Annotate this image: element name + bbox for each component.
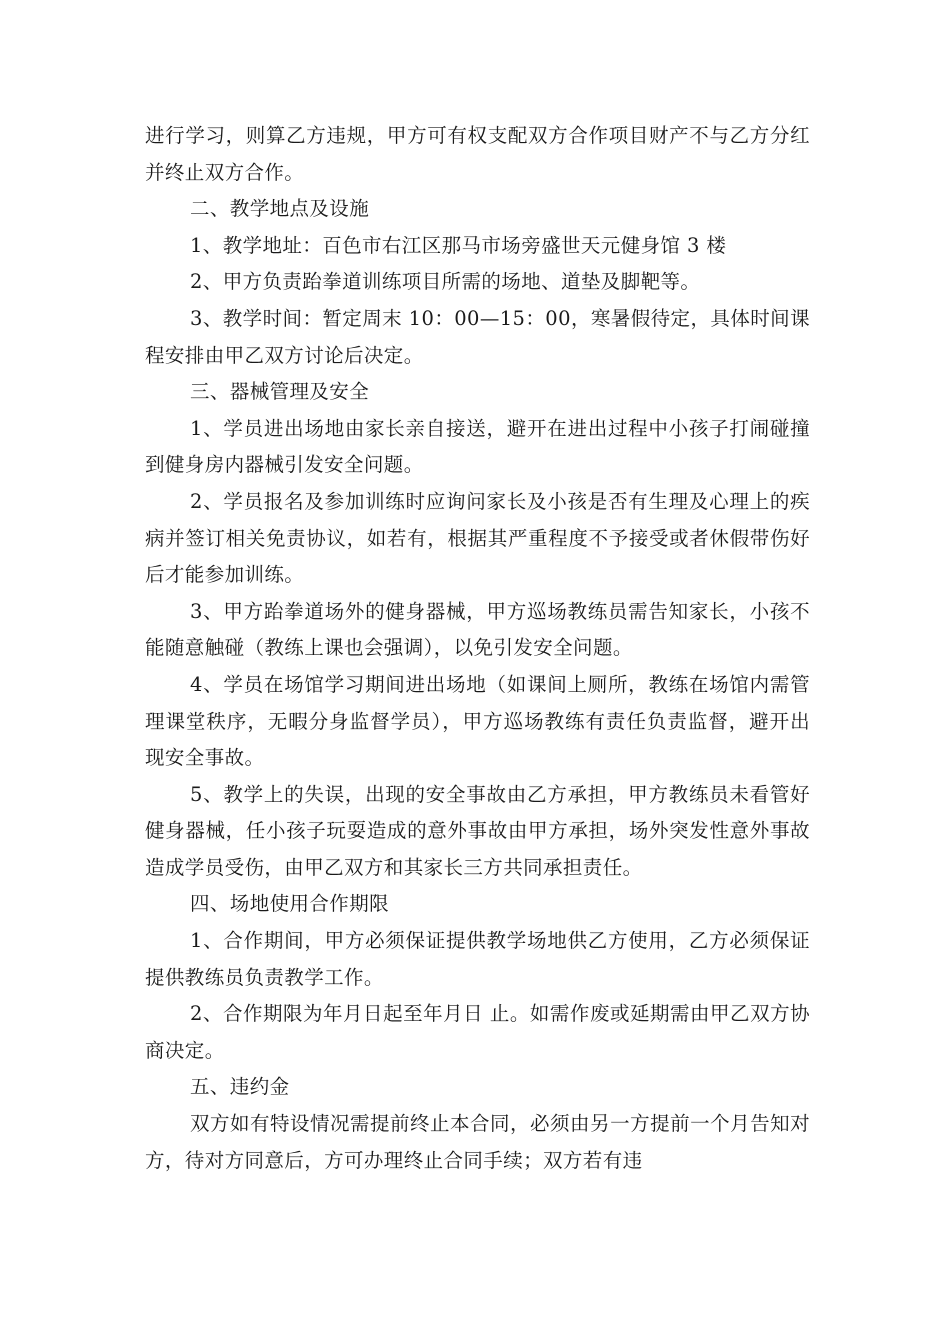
paragraph-3-5: 5、教学上的失误，出现的安全事故由乙方承担，甲方教练员未看管好健身器械，任小孩子玩耍造成的意外事故由甲方承担，场外突发性意外事故造成学员受伤，由甲乙双方和其家长三方共同承担责任。	[145, 782, 810, 879]
paragraph-3-4: 4、学员在场馆学习期间进出场地（如课间上厕所，教练在场馆内需管理课堂秩序，无暇分身监督学员），甲方巡场教练有责任负责监督，避开出现安全事故。	[145, 672, 810, 770]
paragraph-2-3: 3、教学时间：暂定周末 10：00—15：00，寒暑假待定，具体时间课程安排由甲乙双方讨论后决定。	[145, 306, 810, 367]
paragraph-2-2: 2、甲方负责跆拳道训练项目所需的场地、道垫及脚靶等。	[190, 270, 701, 294]
section-heading-4: 四、场地使用合作期限	[190, 892, 390, 916]
paragraph-2-1: 1、教学地址：百色市右江区那马市场旁盛世天元健身馆 3 楼	[190, 233, 727, 257]
section-heading-3: 三、器械管理及安全	[190, 380, 370, 404]
paragraph-3-2: 2、学员报名及参加训练时应询问家长及小孩是否有生理及心理上的疾病并签订相关免责协议，如若有，根据其严重程度不予接受或者休假带伤好后才能参加训练。	[145, 489, 810, 587]
paragraph-continuation: 进行学习，则算乙方违规，甲方可有权支配双方合作项目财产不与乙方分红并终止双方合作。	[145, 124, 810, 184]
paragraph-3-3: 3、甲方跆拳道场外的健身器械，甲方巡场教练员需告知家长，小孩不能随意触碰（教练上课也会强调），以免引发安全问题。	[145, 599, 810, 660]
section-heading-5: 五、违约金	[190, 1075, 290, 1099]
paragraph-5-1: 双方如有特设情况需提前终止本合同，必须由另一方提前一个月告知对方，待对方同意后，方可办理终止合同手续；双方若有违	[145, 1112, 810, 1172]
paragraph-4-1: 1、合作期间，甲方必须保证提供教学场地供乙方使用，乙方必须保证提供教练员负责教学工作。	[145, 929, 810, 989]
document-body	[145, 118, 810, 1179]
section-heading-2: 二、教学地点及设施	[190, 197, 370, 221]
paragraph-4-2: 2、合作期限为年月日起至年月日 止。如需作废或延期需由甲乙双方协商决定。	[145, 1002, 810, 1062]
paragraph-3-1: 1、学员进出场地由家长亲自接送，避开在进出过程中小孩子打闹碰撞到健身房内器械引发安全问题。	[145, 416, 810, 477]
